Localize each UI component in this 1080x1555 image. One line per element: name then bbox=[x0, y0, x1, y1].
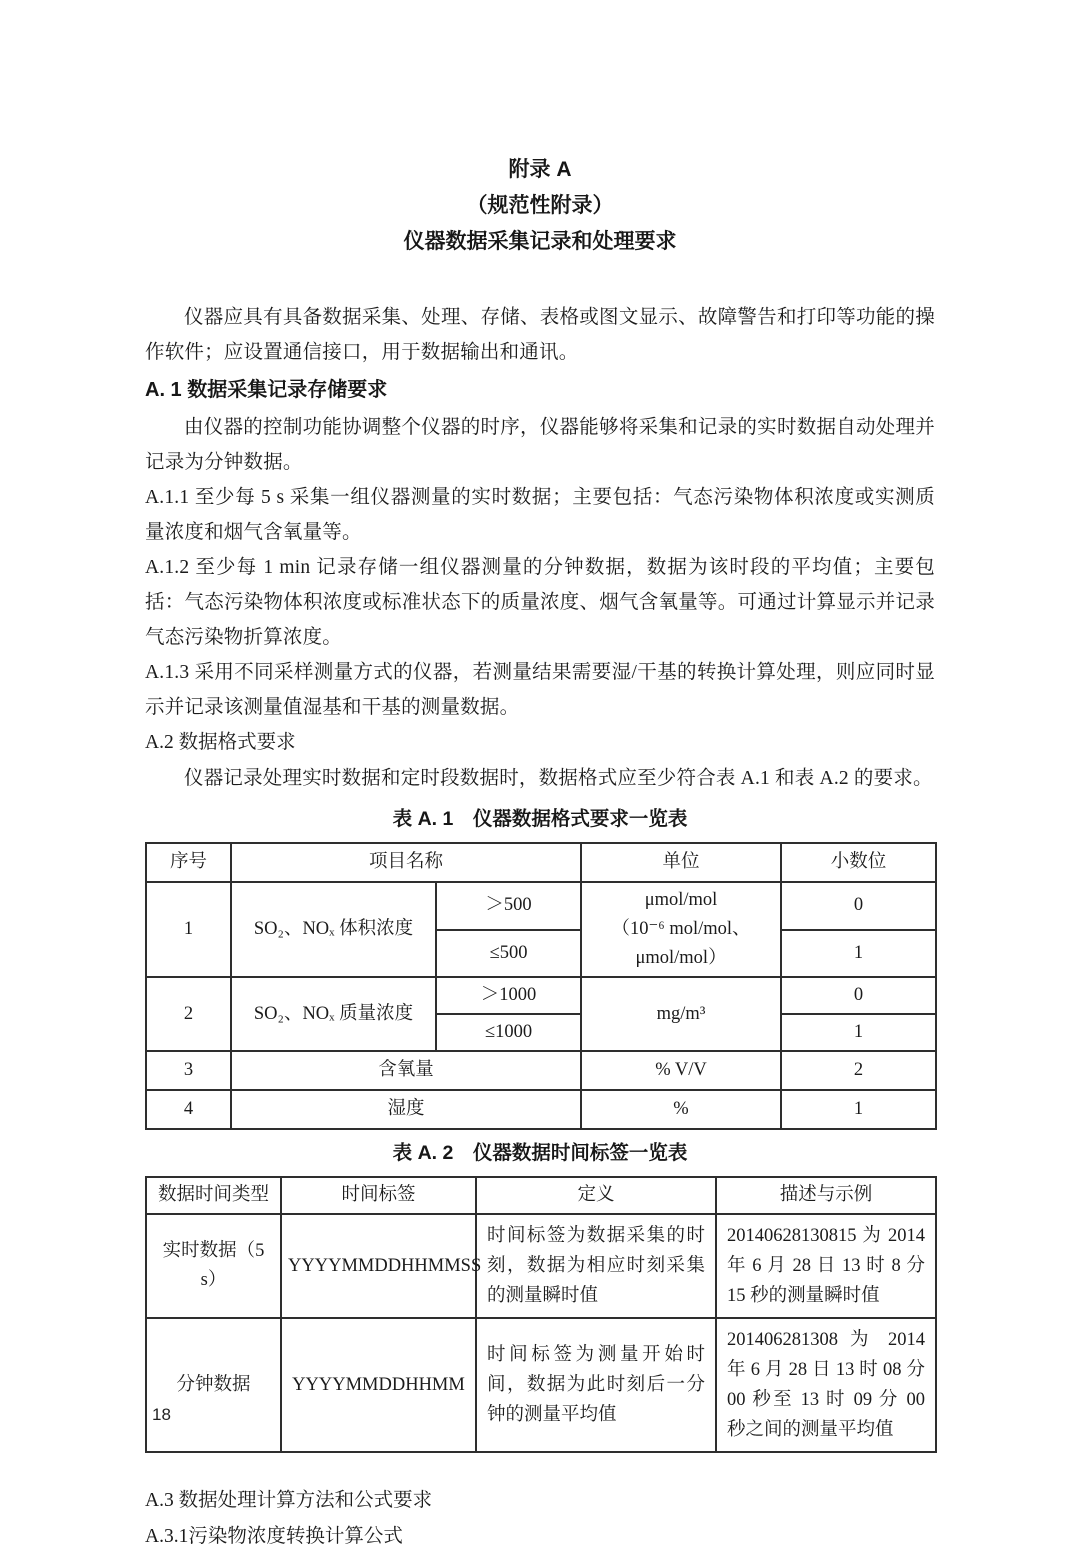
cell-range: ＞1000 bbox=[436, 977, 581, 1014]
cell-decimals: 0 bbox=[781, 882, 936, 930]
header-cell-tag: 时间标签 bbox=[281, 1177, 476, 1214]
section-a31-heading: A.3.1污染物浓度转换计算公式 bbox=[145, 1526, 403, 1547]
table-row bbox=[146, 1051, 936, 1090]
cell-example: 20140628130815 为 2014 年 6 月 28 日 13 时 8 分 15 秒的测量瞬时值 bbox=[716, 1214, 936, 1318]
cell-no: 4 bbox=[146, 1090, 231, 1129]
cell-time-tag: YYYYMMDDHHMMSS bbox=[281, 1214, 476, 1318]
header-cell-no: 序号 bbox=[146, 843, 231, 882]
document-title: 仪器数据采集记录和处理要求 bbox=[403, 230, 677, 253]
table-a2-caption: 表 A. 2 仪器数据时间标签一览表 bbox=[392, 1142, 688, 1164]
unit-line-2: （10⁻⁶ mol/mol、μmol/mol） bbox=[611, 919, 751, 968]
table-row bbox=[146, 1318, 936, 1452]
table-row bbox=[146, 977, 936, 1014]
cell-range: ≤500 bbox=[436, 930, 581, 978]
header-cell-type: 数据时间类型 bbox=[146, 1177, 281, 1214]
table-a2 bbox=[145, 1176, 937, 1453]
a11-paragraph: A.1.1 至少每 5 s 采集一组仪器测量的实时数据；主要包括：气态污染物体积浓度或实测质量浓度和烟气含氧量等。 bbox=[145, 487, 935, 543]
section-a3-block bbox=[145, 1483, 935, 1555]
cell-data-type: 实时数据（5 s） bbox=[146, 1214, 281, 1318]
table-row bbox=[146, 1214, 936, 1318]
cell-decimals: 1 bbox=[781, 1014, 936, 1051]
cell-decimals: 0 bbox=[781, 977, 936, 1014]
table-row bbox=[146, 882, 936, 930]
cell-unit: mg/m³ bbox=[581, 977, 781, 1051]
cell-decimals: 2 bbox=[781, 1051, 936, 1090]
cell-decimals: 1 bbox=[781, 1090, 936, 1129]
intro-paragraph: 仪器应具有具备数据采集、处理、存储、表格或图文显示、故障警告和打印等功能的操作软件；应设置通信接口，用于数据输出和通讯。 bbox=[145, 307, 935, 363]
a1-body-paragraph: 由仪器的控制功能协调整个仪器的时序，仪器能够将采集和记录的实时数据自动处理并记录为分钟数据。 bbox=[145, 417, 935, 473]
title-block bbox=[145, 152, 935, 260]
cell-example: 201406281308 为 2014 年 6 月 28 日 13 时 08 分 00 秒至 13 时 09 分 00 秒之间的测量平均值 bbox=[716, 1318, 936, 1452]
cell-no: 2 bbox=[146, 977, 231, 1051]
cell-unit bbox=[581, 882, 781, 977]
cell-definition: 时间标签为数据采集的时刻，数据为相应时刻采集的测量瞬时值 bbox=[476, 1214, 716, 1318]
section-a3-heading: A.3 数据处理计算方法和公式要求 bbox=[145, 1490, 433, 1511]
section-a2-heading: A.2 数据格式要求 bbox=[145, 732, 296, 753]
cell-decimals: 1 bbox=[781, 930, 936, 978]
cell-definition: 时间标签为测量开始时间，数据为此时刻后一分钟的测量平均值 bbox=[476, 1318, 716, 1452]
unit-line-1: μmol/mol bbox=[644, 890, 718, 910]
cell-range: ≤1000 bbox=[436, 1014, 581, 1051]
cell-data-type: 分钟数据 bbox=[146, 1318, 281, 1452]
cell-no: 1 bbox=[146, 882, 231, 977]
a2-body-paragraph: 仪器记录处理实时数据和定时段数据时，数据格式应至少符合表 A.1 和表 A.2 的要求。 bbox=[184, 768, 933, 789]
table-a1 bbox=[145, 842, 937, 1130]
cell-item-name: SO₂、NOₓ 体积浓度 bbox=[231, 882, 436, 977]
cell-unit: % V/V bbox=[581, 1051, 781, 1090]
table-a2-header-row bbox=[146, 1177, 936, 1214]
cell-item-name: SO₂、NOₓ 质量浓度 bbox=[231, 977, 436, 1051]
table-a1-header-row bbox=[146, 843, 936, 882]
header-cell-decimals: 小数位 bbox=[781, 843, 936, 882]
normative-subtitle: （规范性附录） bbox=[466, 194, 614, 217]
header-cell-definition: 定义 bbox=[476, 1177, 716, 1214]
cell-no: 3 bbox=[146, 1051, 231, 1090]
cell-item-name: 含氧量 bbox=[231, 1051, 581, 1090]
header-cell-example: 描述与示例 bbox=[716, 1177, 936, 1214]
header-cell-name: 项目名称 bbox=[231, 843, 581, 882]
section-a1-heading: A. 1 数据采集记录存储要求 bbox=[145, 379, 388, 401]
table-a1-caption: 表 A. 1 仪器数据格式要求一览表 bbox=[392, 808, 688, 830]
a12-paragraph: A.1.2 至少每 1 min 记录存储一组仪器测量的分钟数据，数据为该时段的平均值；主要包括：气态污染物体积浓度或标准状态下的质量浓度、烟气含氧量等。可通过计算显示并记录气态污染物折算浓度。 bbox=[145, 557, 935, 648]
cell-unit: % bbox=[581, 1090, 781, 1129]
a13-paragraph: A.1.3 采用不同采样测量方式的仪器，若测量结果需要湿/干基的转换计算处理，则应同时显示并记录该测量值湿基和干基的测量数据。 bbox=[145, 662, 935, 718]
appendix-title: 附录 A bbox=[508, 158, 572, 181]
cell-time-tag: YYYYMMDDHHMM bbox=[281, 1318, 476, 1452]
table-row bbox=[146, 1090, 936, 1129]
page-number: 18 bbox=[152, 1405, 171, 1424]
cell-item-name: 湿度 bbox=[231, 1090, 581, 1129]
header-cell-unit: 单位 bbox=[581, 843, 781, 882]
cell-range: ＞500 bbox=[436, 882, 581, 930]
